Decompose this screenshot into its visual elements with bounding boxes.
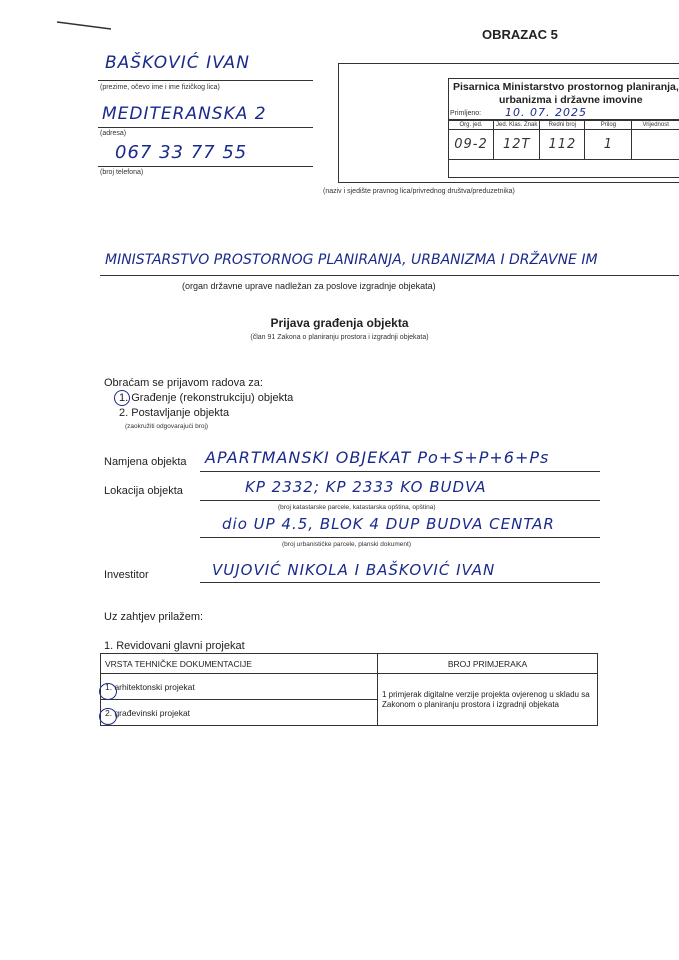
purpose-value: APARTMANSKI OBJEKAT Po+S+P+6+Ps (205, 448, 550, 467)
doc-header-type: VRSTA TEHNIČKE DOKUMENTACIJE (101, 654, 378, 674)
location-parcel-line (200, 500, 600, 501)
stamp-received-value: 10. 07. 2025 (505, 106, 587, 119)
purpose-label: Namjena objekta (104, 456, 187, 468)
applicant-address-value: MEDITERANSKA 2 (102, 104, 267, 124)
doc-header-count: BROJ PRIMJERAKA (378, 654, 598, 674)
pen-mark (55, 18, 115, 32)
applicant-phone-line (98, 166, 313, 167)
applicant-name-caption: (prezime, očevo ime i ime fizičkog lica) (100, 84, 220, 91)
stamp-class-value: 12T (494, 130, 540, 160)
stamp-col-org: Org. jed. (449, 121, 494, 130)
applicant-name-value: BAŠKOVIĆ IVAN (105, 53, 250, 73)
stamp-title-line2: urbanizma i državne imovine (499, 94, 643, 106)
company-caption: (naziv i sjedište pravnog lica/privrednog društva/preduzetnika) (323, 188, 515, 195)
applicant-name-line (98, 80, 313, 81)
documentation-table (100, 653, 598, 726)
form-subtitle: (član 91 Zakona o planiranju prostora i izgradnji objekata) (250, 334, 429, 341)
stamp-attachment-value: 1 (585, 130, 632, 160)
stamp-received-label: Primljeno: (450, 110, 482, 117)
location-plan-line (200, 537, 600, 538)
stamp-title-line1: Pisarnica Ministarstvo prostornog planiranja, (453, 81, 679, 93)
stamp-value-cell (632, 130, 679, 160)
section1-title: 1. Revidovani glavni projekat (104, 640, 245, 652)
authority-caption: (organ državne uprave nadležan za poslove izgradnje objekata) (182, 281, 436, 291)
applicant-phone-value: 067 33 77 55 (115, 142, 248, 163)
option-2: 2. Postavljanje objekta (119, 407, 230, 419)
location-parcel-value: KP 2332; KP 2333 KO BUDVA (245, 478, 487, 496)
applicant-address-caption: (adresa) (100, 130, 127, 137)
doc-row-construction: 2. građevinski projekat (101, 700, 378, 726)
stamp-table (448, 120, 679, 160)
doc-count-text: 1 primjerak digitalne verzije projekta ovjerenog u skladu sa Zakonom o planiranju prostora i izgradnji objekata (378, 674, 598, 726)
stamp-col-number: Redni broj (540, 121, 585, 130)
authority-line (100, 275, 679, 276)
investor-value: VUJOVIĆ NIKOLA I BAŠKOVIĆ IVAN (212, 561, 496, 579)
stamp-col-value: Vrijednost (632, 121, 679, 130)
row2-circle (99, 708, 117, 725)
applicant-phone-caption: (broj telefona) (100, 169, 144, 176)
attachments-intro: Uz zahtjev prilažem: (104, 611, 204, 623)
stamp-col-attachment: Prilog (585, 121, 632, 130)
location-label: Lokacija objekta (104, 485, 183, 497)
option-1: 1. Građenje (rekonstrukciju) objekta (119, 392, 294, 404)
location-plan-value: dio UP 4.5, BLOK 4 DUP BUDVA CENTAR (222, 515, 555, 533)
doc-row-architecture: 1. arhitektonski projekat (101, 674, 378, 700)
authority-value: MINISTARSTVO PROSTORNOG PLANIRANJA, URBANIZMA I DRŽAVNE IM (105, 252, 598, 268)
stamp-number-value: 112 (540, 130, 585, 160)
form-number: OBRAZAC 5 (482, 27, 558, 42)
investor-line (200, 582, 600, 583)
stamp-org-value: 09-2 (449, 130, 494, 160)
row1-circle (99, 683, 117, 700)
location-parcel-caption: (broj katastarske parcele, katastarska opština, opština) (278, 504, 436, 511)
options-note: (zaokružiti odgovarajući broj) (125, 423, 209, 430)
stamp-col-class: Jed. Klas. Znak (494, 121, 540, 130)
intro-text: Obraćam se prijavom radova za: (104, 377, 263, 389)
purpose-line (200, 471, 600, 472)
investor-label: Investitor (104, 569, 149, 581)
form-title: Prijava građenja objekta (270, 316, 409, 330)
location-plan-caption: (broj urbanističke parcele, planski dokument) (282, 541, 411, 548)
applicant-address-line (98, 127, 313, 128)
